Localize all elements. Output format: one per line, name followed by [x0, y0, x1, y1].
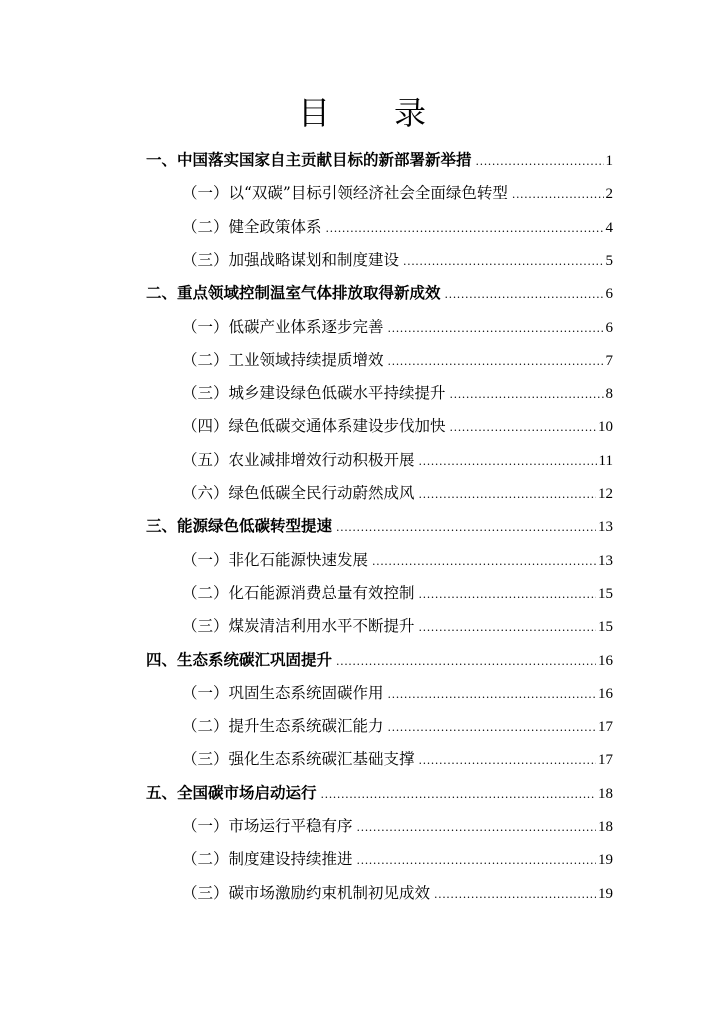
toc-page-number: 13	[598, 552, 613, 569]
toc-chapter-entry[interactable]	[146, 644, 613, 677]
toc-entry-label: （一）非化石能源快速发展	[182, 550, 369, 569]
toc-dot-leader	[445, 278, 604, 311]
toc-section-entry[interactable]	[182, 444, 613, 477]
toc-page-number: 15	[598, 619, 613, 636]
toc-section-entry[interactable]	[182, 311, 613, 344]
toc-dot-leader	[336, 511, 596, 544]
toc-page-number: 13	[598, 519, 613, 536]
toc-chapter-entry[interactable]	[146, 277, 613, 310]
toc-entry-label: （二）化石能源消费总量有效控制	[182, 583, 415, 602]
toc-page-number: 16	[598, 685, 613, 702]
toc-page-number: 1	[605, 153, 613, 169]
page-title	[0, 88, 724, 134]
toc-entry-label: （一）低碳产业体系逐步完善	[182, 317, 384, 336]
toc-section-entry[interactable]	[182, 843, 613, 876]
toc-page-number: 2	[605, 186, 613, 203]
toc-entry-label: （一）市场运行平稳有序	[182, 817, 353, 835]
toc-entry-label: （一）以“双碳”目标引领经济社会全面绿色转型	[182, 184, 508, 203]
toc-page-number: 16	[598, 652, 613, 669]
toc-dot-leader	[450, 378, 604, 411]
toc-entry-label: （二）制度建设持续推进	[182, 850, 353, 869]
toc-dot-leader	[357, 844, 596, 877]
toc-page-number: 8	[605, 386, 613, 403]
toc-dot-leader	[336, 645, 596, 678]
toc-dot-leader	[326, 212, 604, 245]
toc-dot-leader	[450, 411, 596, 444]
toc-dot-leader	[419, 611, 596, 644]
toc-entry-label: （三）加强战略谋划和制度建设	[182, 250, 400, 269]
toc-entry-label: （三）城乡建设绿色低碳水平持续提升	[182, 384, 446, 403]
toc-entry-label: 三、能源绿色低碳转型提速	[146, 517, 333, 536]
toc-page-number: 18	[598, 819, 613, 835]
toc-dot-leader	[388, 345, 604, 378]
toc-dot-leader	[388, 678, 596, 711]
toc-section-entry[interactable]	[182, 677, 613, 710]
toc-page-number: 12	[598, 486, 613, 502]
toc-section-entry[interactable]	[182, 577, 613, 610]
toc-entry-label: （二）健全政策体系	[182, 217, 322, 236]
toc-section-entry[interactable]	[182, 610, 613, 643]
toc-page-number: 17	[598, 752, 613, 769]
toc-dot-leader	[357, 811, 596, 844]
toc-section-entry[interactable]	[182, 877, 613, 910]
toc-page-number: 19	[598, 885, 613, 902]
toc-page-number: 7	[605, 352, 613, 369]
toc-section-entry[interactable]	[182, 743, 613, 776]
toc-entry-label: （五）农业减排增效行动积极开展	[182, 450, 415, 469]
toc-dot-leader	[321, 778, 596, 811]
toc-section-entry[interactable]	[182, 710, 613, 743]
toc-entry-label: 五、全国碳市场启动运行	[146, 783, 317, 802]
toc-dot-leader	[419, 445, 597, 478]
toc-section-entry[interactable]	[182, 544, 613, 577]
toc-section-entry[interactable]	[182, 810, 613, 843]
toc-dot-leader	[419, 578, 596, 611]
toc-chapter-entry[interactable]	[146, 510, 613, 543]
toc-entry-label: （六）绿色低碳全民行动蔚然成风	[182, 484, 415, 502]
title-char-2: 录	[394, 94, 427, 132]
toc-entry-label: （三）碳市场激励约束机制初见成效	[182, 883, 431, 902]
toc-page-number: 17	[598, 719, 613, 736]
toc-section-entry[interactable]	[182, 477, 613, 510]
toc-dot-leader	[372, 545, 596, 578]
toc-dot-leader	[419, 478, 596, 511]
toc-dot-leader	[434, 878, 596, 911]
toc-chapter-entry[interactable]	[146, 144, 613, 177]
toc-page-number: 15	[598, 585, 613, 602]
toc-section-entry[interactable]	[182, 244, 613, 277]
toc-page-number: 19	[598, 852, 613, 869]
toc-entry-label: （四）绿色低碳交通体系建设步伐加快	[182, 417, 446, 436]
toc-section-entry[interactable]	[182, 377, 613, 410]
toc-entry-label: （一）巩固生态系统固碳作用	[182, 683, 384, 702]
toc-entry-label: （二）提升生态系统碳汇能力	[182, 717, 384, 736]
toc-dot-leader	[476, 145, 604, 178]
toc-dot-leader	[419, 744, 596, 777]
toc-chapter-entry[interactable]	[146, 777, 613, 810]
toc-entry-label: （三）强化生态系统碳汇基础支撑	[182, 750, 415, 769]
toc-section-entry[interactable]	[182, 177, 613, 210]
toc-dot-leader	[388, 711, 596, 744]
toc-entry-label: 二、重点领域控制温室气体排放取得新成效	[146, 284, 441, 303]
toc-dot-leader	[512, 178, 604, 211]
toc-section-entry[interactable]	[182, 344, 613, 377]
toc-entry-label: （三）煤炭清洁利用水平不断提升	[182, 617, 415, 636]
toc-page-number: 6	[605, 319, 613, 336]
toc-section-entry[interactable]	[182, 410, 613, 443]
toc-entry-label: 四、生态系统碳汇巩固提升	[146, 650, 333, 669]
toc-page-number: 4	[605, 219, 613, 236]
toc-dot-leader	[403, 245, 603, 278]
title-char-1: 目	[297, 94, 330, 132]
toc-dot-leader	[388, 312, 604, 345]
toc-page-number: 18	[598, 785, 613, 802]
toc-entry-label: 一、中国落实国家自主贡献目标的新部署新举措	[146, 151, 472, 169]
toc-page-number: 5	[605, 252, 613, 269]
toc-page-number: 10	[598, 419, 613, 436]
toc-section-entry[interactable]	[182, 211, 613, 244]
toc-page-number: 11	[598, 452, 613, 469]
toc-page-number: 6	[605, 286, 613, 303]
toc-entry-label: （二）工业领域持续提质增效	[182, 350, 384, 369]
